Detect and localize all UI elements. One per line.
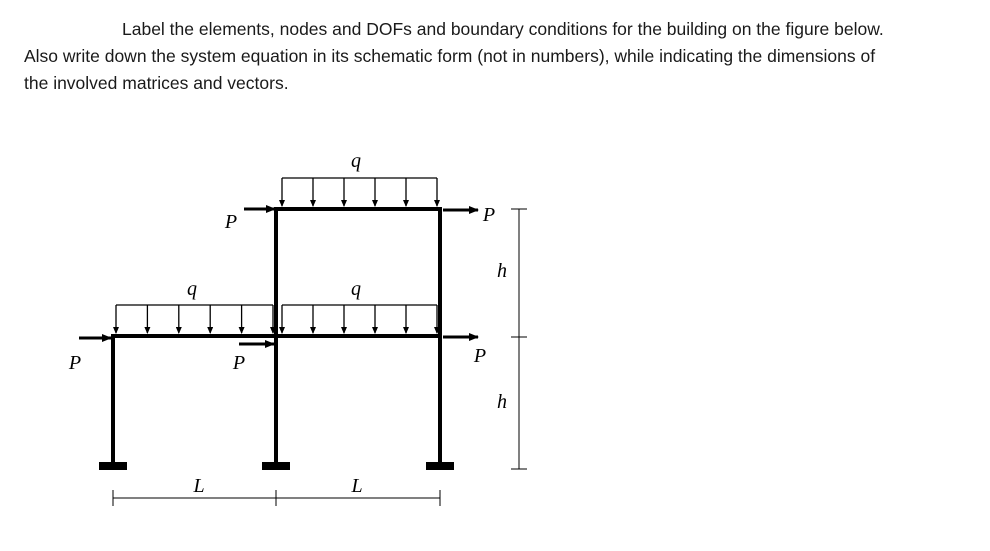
- label-q-top: q: [351, 150, 361, 172]
- distributed-load-top: [282, 178, 437, 206]
- dimension-lines: [113, 209, 527, 506]
- problem-line-1: Label the elements, nodes and DOFs and boundary conditions for the building on the figure below.: [122, 19, 884, 39]
- label-p-left: P: [68, 352, 82, 374]
- label-p-right: P: [473, 345, 487, 367]
- distributed-load-mid: [282, 305, 437, 333]
- label-l-left: L: [193, 475, 205, 497]
- distributed-load-left: [116, 305, 273, 333]
- fixed-support-right: [426, 462, 454, 470]
- problem-line-2: Also write down the system equation in its schematic form (not in numbers), while indicating the dimensions of: [24, 46, 876, 66]
- label-p-top-left: P: [224, 211, 238, 233]
- label-h-lower: h: [497, 391, 507, 413]
- label-p-top-right: P: [482, 204, 496, 226]
- fixed-supports: [99, 462, 454, 470]
- label-q-mid: q: [351, 278, 361, 300]
- label-l-right: L: [351, 475, 363, 497]
- fixed-support-left: [99, 462, 127, 470]
- point-loads: [79, 209, 478, 344]
- problem-line-3: the involved matrices and vectors.: [24, 73, 289, 93]
- label-h-upper: h: [497, 260, 507, 282]
- frame-members: [113, 209, 440, 464]
- label-q-left: q: [187, 278, 197, 300]
- label-p-mid: P: [232, 352, 246, 374]
- fixed-support-middle: [262, 462, 290, 470]
